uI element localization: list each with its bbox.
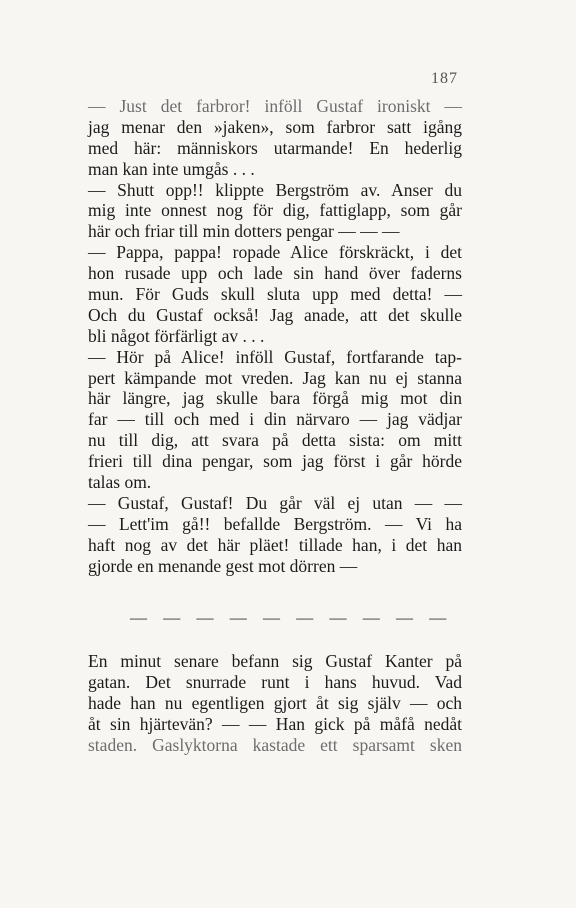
text-line: En minut senare befann sig Gustaf Kanter på — [88, 651, 462, 671]
text-line: — Lett'im gå!! befallde Bergström. — Vi ha — [88, 513, 462, 534]
text-line: mun. För Guds skull sluta upp med detta! — — [88, 284, 462, 305]
dialogue-passage — [88, 96, 462, 576]
text-line: — Gustaf, Gustaf! Du går väl ej utan — — — [88, 492, 462, 513]
section-separator: — — — — — — — — — — — [130, 608, 453, 627]
text-line: hon rusade upp och lade sin hand över faderns — [88, 263, 462, 284]
text-line: hade han nu egentligen gjort åt sig själv — och — [88, 692, 462, 713]
text-line: här och friar till min dotters pengar — — — — [88, 221, 400, 242]
text-line: — Pappa, pappa! ropade Alice förskräckt, i det — [88, 242, 462, 263]
text-line: nu till dig, att svara på detta sista: om mitt — [88, 430, 462, 451]
text-line: gjorde en menande gest mot dörren — — [88, 555, 358, 576]
text-line: här längre, jag skulle bara förgå mig mot din — [88, 388, 462, 409]
page-number: 187 — [431, 70, 458, 87]
text-line: med här: människors utarmande! En hederlig — [88, 137, 462, 158]
text-line: mig inte onnest nog för dig, fattiglapp, som går — [88, 200, 462, 221]
text-line: jag menar den »jaken», som farbror satt igång — [88, 116, 462, 137]
text-line: — Hör på Alice! inföll Gustaf, fortfarande tap- — [88, 346, 462, 367]
text-line: — Shutt opp!! klippte Bergström av. Anser du — [88, 179, 462, 200]
text-line: frieri till dina pengar, som jag först i går hörde — [88, 451, 462, 472]
text-line: pert kämpande mot vreden. Jag kan nu ej stanna — [88, 367, 462, 388]
text-line: bli något förfärligt av . . . — [88, 325, 265, 346]
text-line: gatan. Det snurrade runt i hans huvud. Vad — [88, 671, 462, 692]
text-line: Och du Gustaf också! Jag anade, att det skulle — [88, 304, 462, 325]
text-line: åt sin hjärtevän? — — Han gick på måfå nedåt — [88, 713, 462, 734]
text-line: man kan inte umgås . . . — [88, 158, 255, 179]
text-line: — Just det farbror! inföll Gustaf ironiskt — — [88, 96, 462, 116]
text-line: haft nog av det här pläet! tillade han, i det han — [88, 534, 462, 555]
text-line: staden. Gaslyktorna kastade ett sparsamt sken — [88, 734, 462, 755]
text-line: far — till och med i din närvaro — jag vädjar — [88, 409, 462, 430]
narrative-passage — [88, 651, 462, 755]
text-line: talas om. — [88, 472, 152, 493]
